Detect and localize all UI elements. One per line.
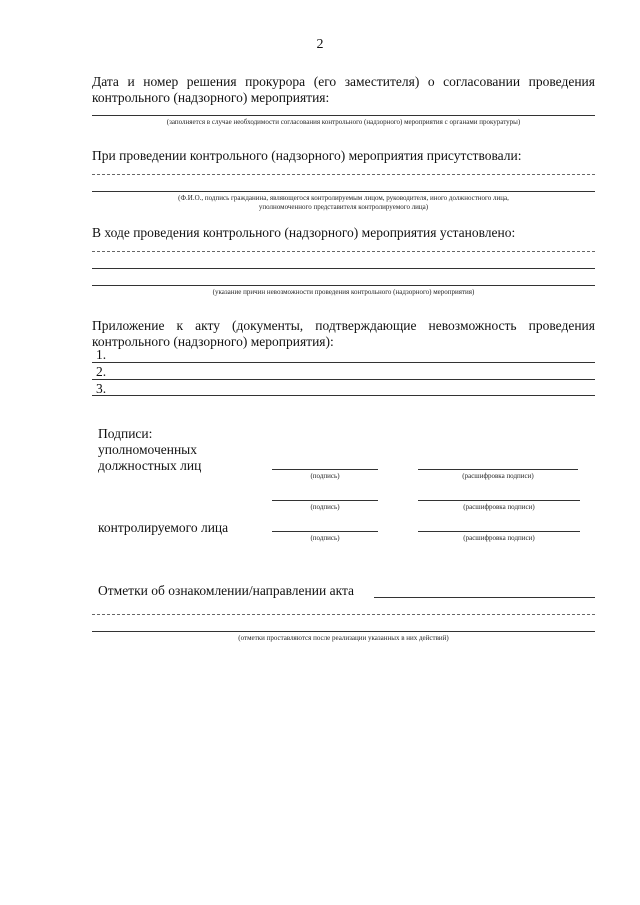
appendix-item-field[interactable] [92,395,595,396]
signature-field[interactable] [272,500,378,501]
acknowledgement-field-3[interactable] [92,631,595,632]
signature-decoding-field[interactable] [418,500,580,501]
signatures-title: Подписи: [98,426,153,441]
findings-caption: (указание причин невозможности проведения контрольного (надзорного) мероприятия) [212,288,475,296]
findings-field-2[interactable] [92,268,595,269]
page-number: 2 [316,37,324,52]
appendix-item-field[interactable] [92,379,595,380]
signature-decoding-field[interactable] [418,469,578,470]
present-persons-field-2[interactable] [92,191,595,192]
appendix-item-number: 1. [96,347,107,362]
signature-field[interactable] [272,469,378,470]
findings-field-3[interactable] [92,285,595,286]
appendix-item-field[interactable] [92,362,595,363]
acknowledgement-field-2[interactable] [92,614,595,615]
signature-decoding-field[interactable] [418,531,580,532]
signature-caption: (подпись) [310,534,340,542]
prosecutor-decision-line1: Дата и номер решения прокурора (его заместителя) о согласовании проведения [92,74,595,89]
prosecutor-decision-line2: контрольного (надзорного) мероприятия: [92,90,330,105]
appendix-item-number: 2. [96,364,107,379]
signature-caption: (подпись) [310,503,340,511]
decoding-caption: (расшифровка подписи) [462,472,534,480]
present-persons-caption-2: уполномоченного представителя контролируемого лица) [258,203,429,211]
acknowledgement-caption: (отметки проставляются после реализации указанных в них действий) [238,634,449,642]
appendix-line1: Приложение к акту (документы, подтверждающие невозможность проведения [92,318,595,333]
prosecutor-decision-caption: (заполняется в случае необходимости согласования контрольного (надзорного) мероприятия с органами прокуратуры) [166,118,521,126]
officials-label-line2: должностных лиц [98,458,202,473]
prosecutor-decision-field[interactable] [92,115,595,116]
present-persons-field-1[interactable] [92,174,595,175]
acknowledgement-heading: Отметки об ознакомлении/направлении акта [98,583,355,598]
decoding-caption: (расшифровка подписи) [463,534,535,542]
appendix-item-number: 3. [96,381,107,396]
findings-field-1[interactable] [92,251,595,252]
present-persons-caption-1: (Ф.И.О., подпись гражданина, являющегося контролируемым лицом, руководителя, иного должностного лица, [178,194,509,202]
findings-heading: В ходе проведения контрольного (надзорного) мероприятия установлено: [92,225,516,240]
present-persons-heading: При проведении контрольного (надзорного) мероприятия присутствовали: [92,148,522,163]
acknowledgement-field-1[interactable] [374,597,595,598]
controlled-person-label: контролируемого лица [98,520,229,535]
officials-label-line1: уполномоченных [98,442,197,457]
appendix-line2: контрольного (надзорного) мероприятия): [92,334,334,349]
signature-caption: (подпись) [310,472,340,480]
signature-field[interactable] [272,531,378,532]
decoding-caption: (расшифровка подписи) [463,503,535,511]
